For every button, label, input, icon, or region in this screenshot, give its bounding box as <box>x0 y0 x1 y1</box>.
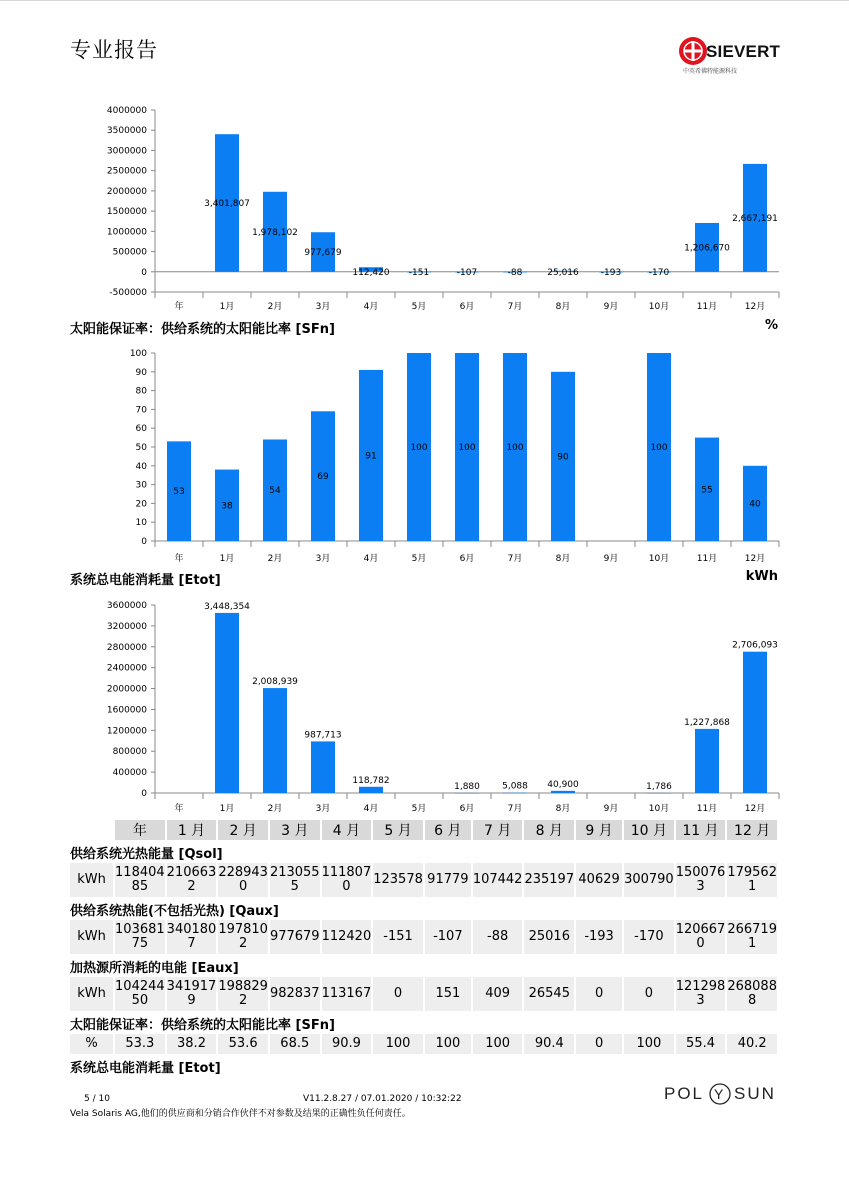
table-cell <box>269 920 321 954</box>
bar <box>551 791 575 793</box>
table-cell-value: 235197 <box>524 872 575 887</box>
table-header-cell: 2 月 <box>217 820 269 840</box>
table-cell-value: 53.3 <box>125 1036 155 1051</box>
table-cell-value: 197810 2 <box>218 922 268 951</box>
table-cell <box>472 920 524 954</box>
x-tick-label: 9月 <box>603 302 619 312</box>
table-cell-value: 113167 <box>321 986 372 1001</box>
table-row <box>70 863 778 897</box>
table-header-cell: 8 月 <box>523 820 575 840</box>
sievert-logo-sub: 中英希佛特能源科技 <box>683 68 738 75</box>
y-tick-label: 1600000 <box>106 705 147 716</box>
table-cell <box>372 977 424 1011</box>
y-tick-label: 2800000 <box>106 642 147 653</box>
x-tick-label: 5月 <box>411 804 427 814</box>
chart-etot-unit: kWh <box>745 569 778 584</box>
table-cell-value: 55.4 <box>686 1036 715 1051</box>
table-cell-value: 151 <box>435 986 461 1001</box>
table-cell <box>166 863 218 897</box>
x-tick-label: 5月 <box>411 302 427 312</box>
x-tick-label: 4月 <box>363 302 379 312</box>
table-cell <box>424 977 472 1011</box>
table-cell-value: 198829 2 <box>218 979 268 1008</box>
table-cell-value: 0 <box>594 986 604 1001</box>
x-tick-label: 2月 <box>267 554 283 564</box>
data-label: 987,713 <box>304 730 342 741</box>
table-header-cell: 7 月 <box>472 820 524 840</box>
table-cell <box>623 863 675 897</box>
table-cell <box>321 863 373 897</box>
table-cell <box>217 1034 269 1054</box>
data-label: 40 <box>749 499 761 510</box>
data-label: 55 <box>701 485 713 496</box>
table-group-title-row <box>70 1054 778 1077</box>
chart-sfn-title: 太阳能保证率：供给系统的太阳能比率 [SFn] <box>70 322 335 337</box>
table-header-cell: 1 月 <box>166 820 218 840</box>
table-header-cell: 12 月 <box>726 820 778 840</box>
monthly-data-table <box>70 820 779 1077</box>
table-cell <box>575 863 623 897</box>
table-cell <box>675 920 727 954</box>
data-label: 53 <box>173 487 185 498</box>
x-tick-label: 1月 <box>219 804 235 814</box>
table-cell-value: 228943 0 <box>218 865 268 894</box>
table-header-blank <box>70 820 114 840</box>
table-cell-value: -151 <box>383 929 413 944</box>
data-label: 38 <box>221 501 233 512</box>
x-tick-label: 6月 <box>459 804 475 814</box>
table-cell-value: 120667 0 <box>675 922 726 951</box>
version-stamp: V11.2.8.27 / 07.01.2020 / 10:32:22 <box>303 1094 462 1104</box>
table-cell <box>726 1034 778 1054</box>
table-cell-value: 300790 <box>624 872 674 887</box>
table-group-title: 供给系统光热能量 [Qsol] <box>70 847 223 862</box>
table-cell <box>372 1034 424 1054</box>
y-tick-label: 30 <box>135 480 147 491</box>
y-tick-label: 100 <box>129 349 147 359</box>
table-cell <box>114 1034 166 1054</box>
sievert-emblem-icon <box>678 36 708 66</box>
table-cell-value: 266719 1 <box>727 922 777 951</box>
bar <box>647 793 671 794</box>
x-tick-label: 9月 <box>603 554 619 564</box>
table-unit-cell: kWh <box>70 920 114 954</box>
data-label: 69 <box>317 472 329 483</box>
table-cell-value: 0 <box>644 986 654 1001</box>
table-cell <box>372 920 424 954</box>
x-tick-label: 6月 <box>459 554 475 564</box>
bar <box>503 793 527 794</box>
x-tick-label: 1月 <box>219 302 235 312</box>
table-group-title: 供给系统热能(不包括光热) [Qaux] <box>70 904 279 919</box>
bar <box>743 652 767 793</box>
table-cell <box>217 977 269 1011</box>
top-border <box>0 0 849 1</box>
data-label: 3,448,354 <box>204 601 250 612</box>
y-tick-label: 10 <box>135 518 147 529</box>
data-label: -170 <box>648 267 670 278</box>
table-cell-value: 150076 3 <box>675 865 726 894</box>
table-unit-cell: % <box>70 1034 114 1054</box>
chart-sfn <box>0 345 849 569</box>
table-cell <box>217 920 269 954</box>
table-cell-value: 91779 <box>427 872 469 887</box>
table-cell <box>623 1034 675 1054</box>
data-label: 90 <box>557 452 569 463</box>
bar <box>359 787 383 793</box>
table-cell-value: 40.2 <box>737 1036 767 1051</box>
table-cell-value: 103681 75 <box>115 922 165 951</box>
x-tick-label: 3月 <box>315 302 331 312</box>
data-label: 977,679 <box>304 248 342 259</box>
data-label: 100 <box>650 443 668 453</box>
x-tick-label: 7月 <box>507 302 523 312</box>
data-label: 2,667,191 <box>732 213 778 224</box>
table-cell-value: 107442 <box>472 872 523 887</box>
table-cell-value: 341917 9 <box>166 979 217 1008</box>
table-cell <box>523 1034 575 1054</box>
x-tick-label: 3月 <box>315 554 331 564</box>
x-tick-label: 9月 <box>603 804 619 814</box>
table-group-title-row <box>70 1011 778 1034</box>
data-label: 3,401,807 <box>204 198 250 209</box>
x-tick-label: 4月 <box>363 804 379 814</box>
y-tick-label: 20 <box>135 499 147 510</box>
y-tick-label: 3500000 <box>106 126 147 137</box>
y-tick-label: 3000000 <box>106 146 147 157</box>
table-cell-value: 112420 <box>321 929 372 944</box>
data-label: -107 <box>456 267 478 278</box>
bar <box>215 613 239 793</box>
table-cell <box>424 863 472 897</box>
table-cell-value: 118404 85 <box>115 865 165 894</box>
polysun-logo-right: SUN <box>734 1084 776 1103</box>
table-cell-value: 40629 <box>578 872 620 887</box>
data-label: -151 <box>408 267 430 278</box>
x-tick-label: 5月 <box>411 554 427 564</box>
table-cell-value: -170 <box>634 929 664 944</box>
data-label: 1,978,102 <box>252 227 298 238</box>
data-label: 2,008,939 <box>252 677 298 688</box>
y-tick-label: 3600000 <box>106 601 147 611</box>
table-cell <box>472 1034 524 1054</box>
table-cell <box>166 920 218 954</box>
table-cell-value: 340180 7 <box>166 922 217 951</box>
polysun-logo-y: Y <box>714 1086 726 1102</box>
table-cell-value: 210663 2 <box>166 865 217 894</box>
y-tick-label: 2500000 <box>106 166 147 177</box>
x-tick-label: 11月 <box>696 804 718 814</box>
data-label: 54 <box>269 486 281 497</box>
x-tick-label: 8月 <box>555 554 571 564</box>
x-tick-label: 1月 <box>219 554 235 564</box>
table-cell <box>726 920 778 954</box>
sievert-logo-word: SIEVERT <box>706 42 781 61</box>
disclaimer: Vela Solaris AG,他们的供应商和分销合作伙伴不对参数及结果的正确性负任何责任。 <box>70 1109 411 1119</box>
table-cell <box>321 1034 373 1054</box>
page-title: 专业报告 <box>70 38 158 62</box>
x-tick-label: 10月 <box>648 302 670 312</box>
y-tick-label: 800000 <box>112 747 147 758</box>
table-header-cell: 年 <box>114 820 166 840</box>
table-cell <box>166 977 218 1011</box>
table-cell-value: -107 <box>433 929 463 944</box>
y-tick-label: 0 <box>141 537 147 547</box>
bar <box>695 729 719 793</box>
table-cell-value: 100 <box>385 1036 411 1051</box>
x-tick-label: 年 <box>174 804 184 814</box>
table-cell <box>472 863 524 897</box>
table-cell <box>523 977 575 1011</box>
y-tick-label: 4000000 <box>106 106 147 116</box>
table-header-cell: 6 月 <box>424 820 472 840</box>
table-cell <box>269 863 321 897</box>
table-cell-value: 977679 <box>269 929 320 944</box>
table-cell-value: 179562 1 <box>727 865 777 894</box>
y-tick-label: 2000000 <box>106 186 147 197</box>
bar <box>455 793 479 794</box>
data-label: 1,880 <box>454 781 480 792</box>
y-tick-label: 50 <box>135 443 147 453</box>
y-tick-label: -500000 <box>109 288 147 298</box>
y-tick-label: 1500000 <box>106 207 147 218</box>
table-cell-value: 111807 0 <box>321 865 372 894</box>
x-tick-label: 12月 <box>744 302 766 312</box>
data-label: 1,206,670 <box>684 243 730 254</box>
table-group-title-row <box>70 897 778 920</box>
table-cell-value: 123578 <box>373 872 423 887</box>
x-tick-label: 11月 <box>696 302 718 312</box>
y-tick-label: 60 <box>135 424 147 435</box>
y-tick-label: 3200000 <box>106 621 147 632</box>
table-cell <box>675 863 727 897</box>
table-cell <box>575 920 623 954</box>
x-tick-label: 10月 <box>648 554 670 564</box>
polysun-logo <box>664 1083 776 1107</box>
y-tick-label: 1000000 <box>106 227 147 238</box>
x-tick-label: 12月 <box>744 554 766 564</box>
x-tick-label: 2月 <box>267 302 283 312</box>
chart-qaux <box>0 98 849 316</box>
data-label: 100 <box>506 443 524 453</box>
y-tick-label: 70 <box>135 405 147 416</box>
table-cell <box>726 977 778 1011</box>
chart-etot <box>0 597 849 819</box>
table-header-cell: 5 月 <box>372 820 424 840</box>
x-tick-label: 4月 <box>363 554 379 564</box>
data-label: -88 <box>507 267 523 278</box>
table-cell-value: 26545 <box>528 986 570 1001</box>
x-tick-label: 2月 <box>267 804 283 814</box>
x-tick-label: 12月 <box>744 804 766 814</box>
polysun-logo-left: POL <box>664 1084 705 1103</box>
table-cell <box>269 977 321 1011</box>
x-tick-label: 6月 <box>459 302 475 312</box>
table-group-title: 加热源所消耗的电能 [Eaux] <box>70 961 239 976</box>
table-cell-value: 268088 8 <box>727 979 777 1008</box>
table-cell-value: 104244 50 <box>115 979 165 1008</box>
table-header-cell: 3 月 <box>269 820 321 840</box>
table-header-row <box>70 820 778 840</box>
data-label: -193 <box>600 267 622 278</box>
table-cell <box>726 863 778 897</box>
y-tick-label: 1200000 <box>106 726 147 737</box>
data-label: 1,786 <box>646 781 672 792</box>
table-cell-value: 982837 <box>269 986 320 1001</box>
table-header-cell: 11 月 <box>675 820 727 840</box>
table-unit-cell: kWh <box>70 863 114 897</box>
table-cell-value: -193 <box>584 929 614 944</box>
table-cell <box>523 920 575 954</box>
x-tick-label: 7月 <box>507 804 523 814</box>
x-tick-label: 年 <box>174 554 184 564</box>
x-tick-label: 8月 <box>555 804 571 814</box>
table-group-title-row <box>70 954 778 977</box>
table-cell-value: 100 <box>485 1036 511 1051</box>
data-label: 112,420 <box>352 267 390 278</box>
table-unit-cell: kWh <box>70 977 114 1011</box>
table-group-title: 系统总电能消耗量 [Etot] <box>70 1061 221 1076</box>
y-tick-label: 2400000 <box>106 663 147 674</box>
table-cell-value: 121298 3 <box>675 979 726 1008</box>
table-cell <box>675 977 727 1011</box>
table-cell <box>321 977 373 1011</box>
table-cell-value: 0 <box>594 1036 604 1051</box>
table-cell <box>623 977 675 1011</box>
x-tick-label: 7月 <box>507 554 523 564</box>
table-header-cell: 9 月 <box>575 820 623 840</box>
x-tick-label: 10月 <box>648 804 670 814</box>
table-row <box>70 1034 778 1054</box>
data-label: 40,900 <box>547 779 579 790</box>
x-tick-label: 年 <box>174 302 184 312</box>
y-tick-label: 400000 <box>112 768 147 779</box>
table-cell <box>575 977 623 1011</box>
table-cell-value: -88 <box>487 929 509 944</box>
data-label: 2,706,093 <box>732 640 778 651</box>
table-cell-value: 90.4 <box>534 1036 564 1051</box>
x-tick-label: 3月 <box>315 804 331 814</box>
y-tick-label: 90 <box>135 367 147 378</box>
table-cell <box>372 863 424 897</box>
table-cell-value: 25016 <box>528 929 570 944</box>
table-cell <box>269 1034 321 1054</box>
chart-etot-title: 系统总电能消耗量 [Etot] <box>70 573 221 588</box>
table-cell-value: 90.9 <box>331 1036 361 1051</box>
y-tick-label: 0 <box>141 789 147 799</box>
table-cell <box>424 920 472 954</box>
table-cell <box>114 977 166 1011</box>
data-label: 100 <box>458 443 476 453</box>
table-cell-value: 0 <box>393 986 403 1001</box>
data-label: 118,782 <box>352 775 390 786</box>
table-cell-value: 68.5 <box>280 1036 310 1051</box>
table-cell <box>623 920 675 954</box>
table-cell <box>217 863 269 897</box>
table-cell-value: 38.2 <box>177 1036 206 1051</box>
table-cell-value: 409 <box>485 986 511 1001</box>
table-cell-value: 100 <box>636 1036 662 1051</box>
y-tick-label: 500000 <box>112 247 147 258</box>
table-group-title: 太阳能保证率：供给系统的太阳能比率 [SFn] <box>70 1018 335 1033</box>
data-label: 91 <box>365 451 377 462</box>
data-label: 100 <box>410 443 428 453</box>
table-cell <box>424 1034 472 1054</box>
table-cell <box>166 1034 218 1054</box>
y-tick-label: 2000000 <box>106 684 147 695</box>
table-cell <box>114 920 166 954</box>
table-cell <box>114 863 166 897</box>
table-header-cell: 4 月 <box>321 820 373 840</box>
y-tick-label: 80 <box>135 386 147 397</box>
bar <box>311 741 335 793</box>
table-cell-value: 53.6 <box>228 1036 258 1051</box>
table-row <box>70 920 778 954</box>
table-cell-value: 100 <box>435 1036 461 1051</box>
y-tick-label: 40 <box>135 461 147 472</box>
bar <box>263 688 287 793</box>
data-label: 5,088 <box>502 781 528 792</box>
table-header-cell: 10 月 <box>623 820 675 840</box>
table-group-title-row <box>70 840 778 863</box>
table-cell <box>321 920 373 954</box>
sievert-logo <box>676 34 781 80</box>
x-tick-label: 8月 <box>555 302 571 312</box>
table-cell <box>472 977 524 1011</box>
y-tick-label: 0 <box>141 267 147 278</box>
data-label: 25,016 <box>547 267 579 278</box>
table-cell <box>575 1034 623 1054</box>
table-row <box>70 977 778 1011</box>
table-cell-value: 213055 5 <box>269 865 320 894</box>
data-label: 1,227,868 <box>684 717 730 728</box>
chart-sfn-unit: % <box>764 318 778 333</box>
table-cell <box>675 1034 727 1054</box>
page-number: 5 / 10 <box>84 1094 110 1104</box>
table-cell <box>523 863 575 897</box>
x-tick-label: 11月 <box>696 554 718 564</box>
